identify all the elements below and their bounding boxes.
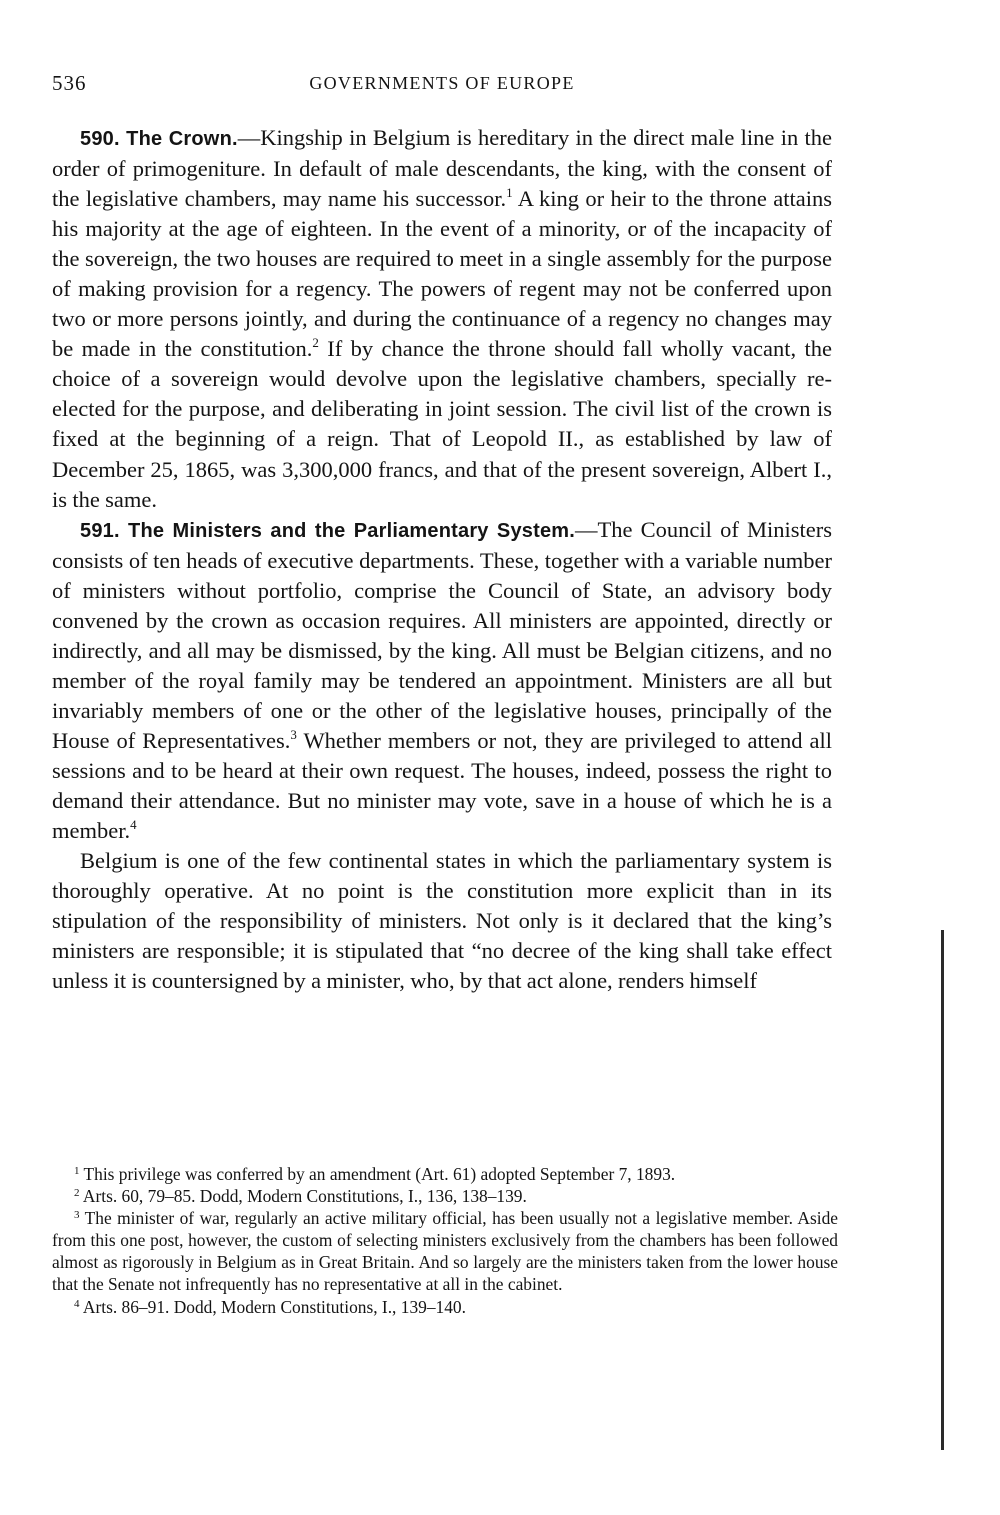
scan-edge-line: [941, 930, 944, 1450]
footnote-mark: 2: [74, 1187, 80, 1200]
page-number: 536: [52, 71, 87, 95]
paragraph-591: [52, 515, 832, 847]
footnote-text: Arts. 60, 79–85. Dodd, Modern Constitutions, I., 136, 138–139.: [79, 1186, 527, 1207]
section-heading: The Ministers and the Parliamentary System.: [128, 519, 576, 542]
footnote-ref: 2: [312, 335, 319, 351]
paragraph-belgium: Belgium is one of the few continental states in which the parliamentary system is thoroughly operative. At no point is the constitution more explicit than in its stipulation of the responsibility of ministers. Not only is it declared that the king’s ministers are responsible; it is stipulated that “no decree of the king shall take effect unless it is countersigned by a minister, who, by that act alone, renders himself: [52, 848, 832, 994]
section-number: 591.: [80, 519, 129, 542]
footnote-ref: 4: [130, 817, 137, 833]
footnote-ref: 1: [506, 185, 513, 201]
paragraph-text: —Kingship in Belgium is hereditary in the direct male line in the order of primogeniture. In default of male descendants, the king, with the consent of the legislative chambers, may name his successor.: [52, 125, 832, 212]
footnote-text: This privilege was conferred by an amendment (Art. 61) adopted September 7, 1893.: [79, 1164, 676, 1184]
section-number: 590.: [80, 128, 127, 150]
main-text: [52, 123, 832, 996]
footnote-mark: 3: [74, 1209, 80, 1222]
footnote-text: Arts. 86–91. Dodd, Modern Constitutions, I., 139–140.: [79, 1296, 466, 1317]
footnote: [52, 1296, 838, 1318]
footnote-text: The minister of war, regularly an active military official, has been usually not a legislative member. Aside from this one post, however, the custom of selecting ministers exclusively from the chambers has been followed almost as rigorously in Belgium as in Great Britain. And so largely are the ministers taken from the lower house that the Senate not infrequently has no representative at all in the cabinet.: [52, 1208, 838, 1295]
footnote: [52, 1163, 838, 1185]
footnote-mark: 4: [74, 1297, 80, 1310]
footnote: [52, 1185, 838, 1207]
paragraph-text: A king or heir to the throne attains his majority at the age of eighteen. In the event of a minority, or of the incapacity of the sovereign, the two houses are required to meet in a single assembly for the purpose of making provision for a regency. The powers of regent may not be conferred upon two or more persons jointly, and during the continuance of a regency no changes may be made in the constitution.: [52, 186, 832, 362]
paragraph-text: —The Council of Ministers consists of ten heads of executive departments. These, together with a variable number of ministers without portfolio, comprise the Council of State, an advisory body convened by the crown as occasion requires. All ministers are appointed, directly or indirectly, and all may be dismissed, by the king. All must be Belgian citizens, and no member of the royal family may be tendered an appointment. Ministers are all but invariably members of one or the other of the legislative houses, principally of the House of Representatives.: [52, 516, 832, 753]
footnote-mark: 1: [74, 1165, 80, 1177]
paragraph-text: Whether members or not, they are privileged to attend all sessions and to be heard at their own request. The houses, indeed, possess the right to demand their attendance. But no minister may vote, save in a house of which he is a member.: [52, 727, 832, 844]
running-title: GOVERNMENTS OF EUROPE: [309, 73, 575, 93]
paragraph-590: [52, 123, 832, 515]
footnote-ref: 3: [290, 726, 297, 742]
footnote: [52, 1207, 838, 1295]
page-header: [52, 71, 832, 101]
footnotes: [52, 1163, 838, 1318]
section-heading: The Crown.: [126, 128, 238, 150]
paragraph-text: If by chance the throne should fall wholly vacant, the choice of a sovereign would devolve upon the legislative chambers, specially re-elected for the purpose, and deliberating in joint session. The civil list of the crown is fixed at the beginning of a reign. That of Leopold II., as established by law of December 25, 1865, was 3,300,000 francs, and that of the present sovereign, Albert I., is the same.: [52, 336, 833, 512]
